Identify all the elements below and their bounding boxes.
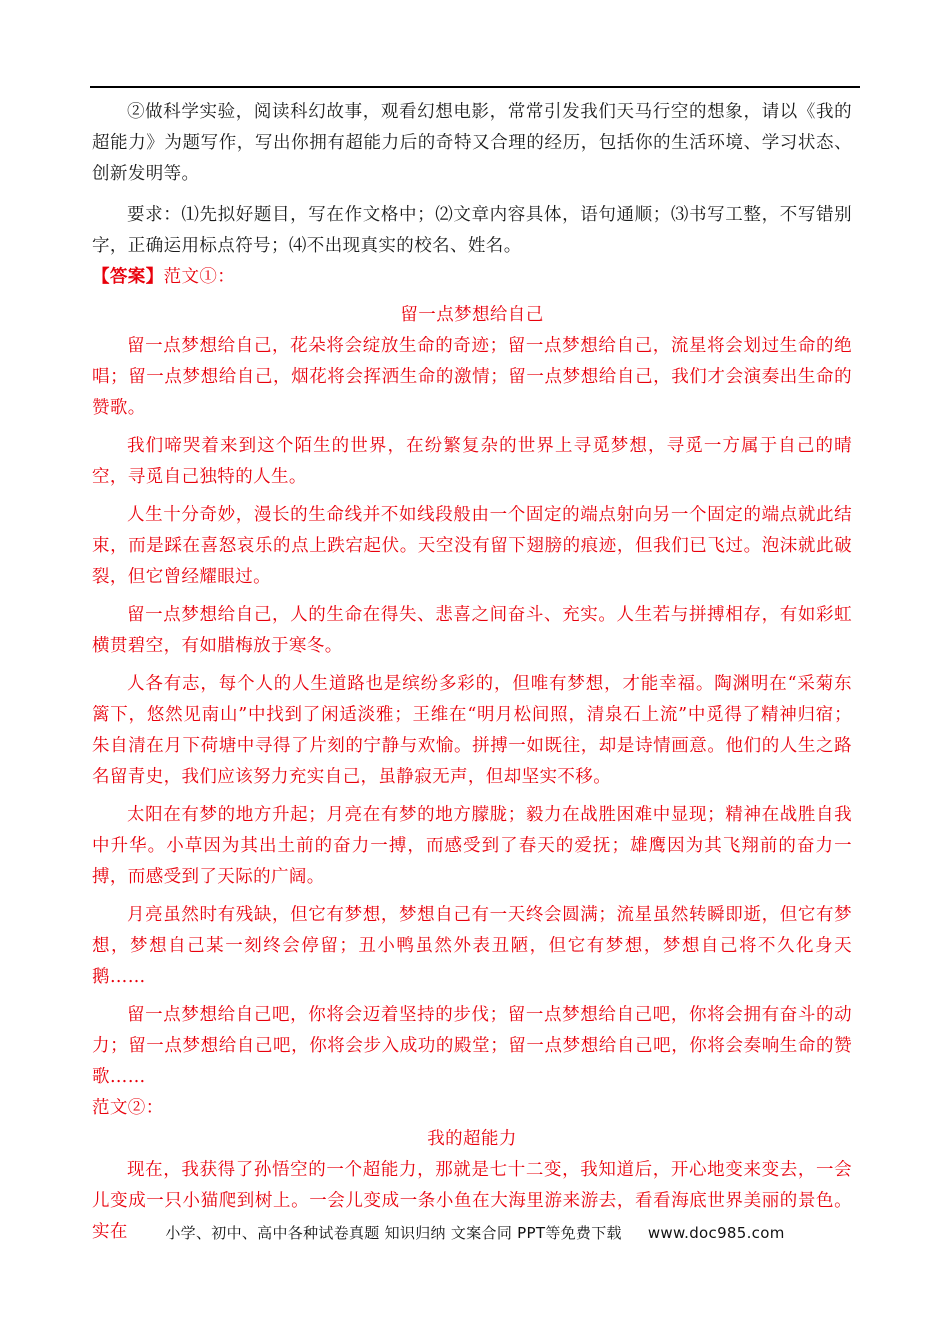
essay-1-paragraph: 人生十分奇妙，漫长的生命线并不如线段般由一个固定的端点射向另一个固定的端点就此结束，而是踩在喜怒哀乐的点上跌宕起伏。天空没有留下翅膀的痕迹，但我们已飞过。泡沫就此破裂，但它曾经耀眼过。 (92, 505, 852, 587)
sample-essay-2-label: 范文②： (92, 1098, 164, 1118)
essay-1-title: 留一点梦想给自己 (400, 305, 544, 325)
essay-1-paragraph: 人各有志，每个人的人生道路也是缤纷多彩的，但唯有梦想，才能幸福。陶渊明在“采菊东篱下，悠然见南山”中找到了闲适淡雅；王维在“明月松间照，清泉石上流”中觅得了精神归宿；朱自清在月下荷塘中寻得了片刻的宁静与欢愉。拼搏一如既往，却是诗情画意。他们的人生之路名留青史，我们应该努力充实自己，虽静寂无声，但却坚实不移。 (92, 674, 852, 787)
page-content (92, 90, 852, 1248)
essay-1-paragraph: 留一点梦想给自己吧，你将会迈着坚持的步伐；留一点梦想给自己吧，你将会拥有奋斗的动力；留一点梦想给自己吧，你将会步入成功的殿堂；留一点梦想给自己吧，你将会奏响生命的赞歌…… (92, 1005, 852, 1087)
page-footer (0, 1222, 950, 1243)
footer-text: 小学、初中、高中各种试卷真题 知识归纳 文案合同 PPT等免费下载 (165, 1224, 622, 1242)
essay-1-paragraph: 我们啼哭着来到这个陌生的世界，在纷繁复杂的世界上寻觅梦想，寻觅一方属于自己的晴空，寻觅自己独特的人生。 (92, 436, 852, 487)
essay-2-paragraph: 现在，我获得了孙悟空的一个超能力，那就是七十二变，我知道后，开心地变来变去，一会儿变成一只小猫爬到树上。一会儿变成一条小鱼在大海里游来游去，看看海底世界美丽的景色。实在 (92, 1160, 852, 1242)
sample-essay-1-label: 范文①： (163, 267, 236, 287)
prompt-paragraph: ②做科学实验，阅读科幻故事，观看幻想电影，常常引发我们天马行空的想象，请以《我的超能力》为题写作，写出你拥有超能力后的奇特又合理的经历，包括你的生活环境、学习状态、创新发明等。 (92, 102, 852, 184)
essay-1-paragraph: 月亮虽然时有残缺，但它有梦想，梦想自己有一天终会圆满；流星虽然转瞬即逝，但它有梦想，梦想自己某一刻终会停留；丑小鸭虽然外表丑陋，但它有梦想，梦想自己将不久化身天鹅…… (92, 905, 852, 987)
prompt-requirements: 要求：⑴先拟好题目，写在作文格中；⑵文章内容具体，语句通顺；⑶书写工整，不写错别字，正确运用标点符号；⑷不出现真实的校名、姓名。 (92, 205, 852, 256)
answer-label-1 (92, 262, 852, 293)
footer-site-link[interactable]: www.doc985.com (647, 1224, 785, 1242)
essay-1-paragraph: 留一点梦想给自己，花朵将会绽放生命的奇迹；留一点梦想给自己，流星将会划过生命的绝唱；留一点梦想给自己，烟花将会挥洒生命的激情；留一点梦想给自己，我们才会演奏出生命的赞歌。 (92, 336, 852, 418)
essay-1-paragraph: 太阳在有梦的地方升起；月亮在有梦的地方朦胧；毅力在战胜困难中显现；精神在战胜自我中升华。小草因为其出土前的奋力一搏，而感受到了春天的爱抚；雄鹰因为其飞翔前的奋力一搏，而感受到了天际的广阔。 (92, 805, 852, 887)
header-rule (90, 86, 860, 88)
answer-tag: 【答案】 (92, 267, 164, 287)
essay-1-paragraph: 留一点梦想给自己，人的生命在得失、悲喜之间奋斗、充实。人生若与拼搏相存，有如彩虹横贯碧空，有如腊梅放于寒冬。 (92, 605, 852, 656)
essay-2-title: 我的超能力 (427, 1129, 517, 1149)
